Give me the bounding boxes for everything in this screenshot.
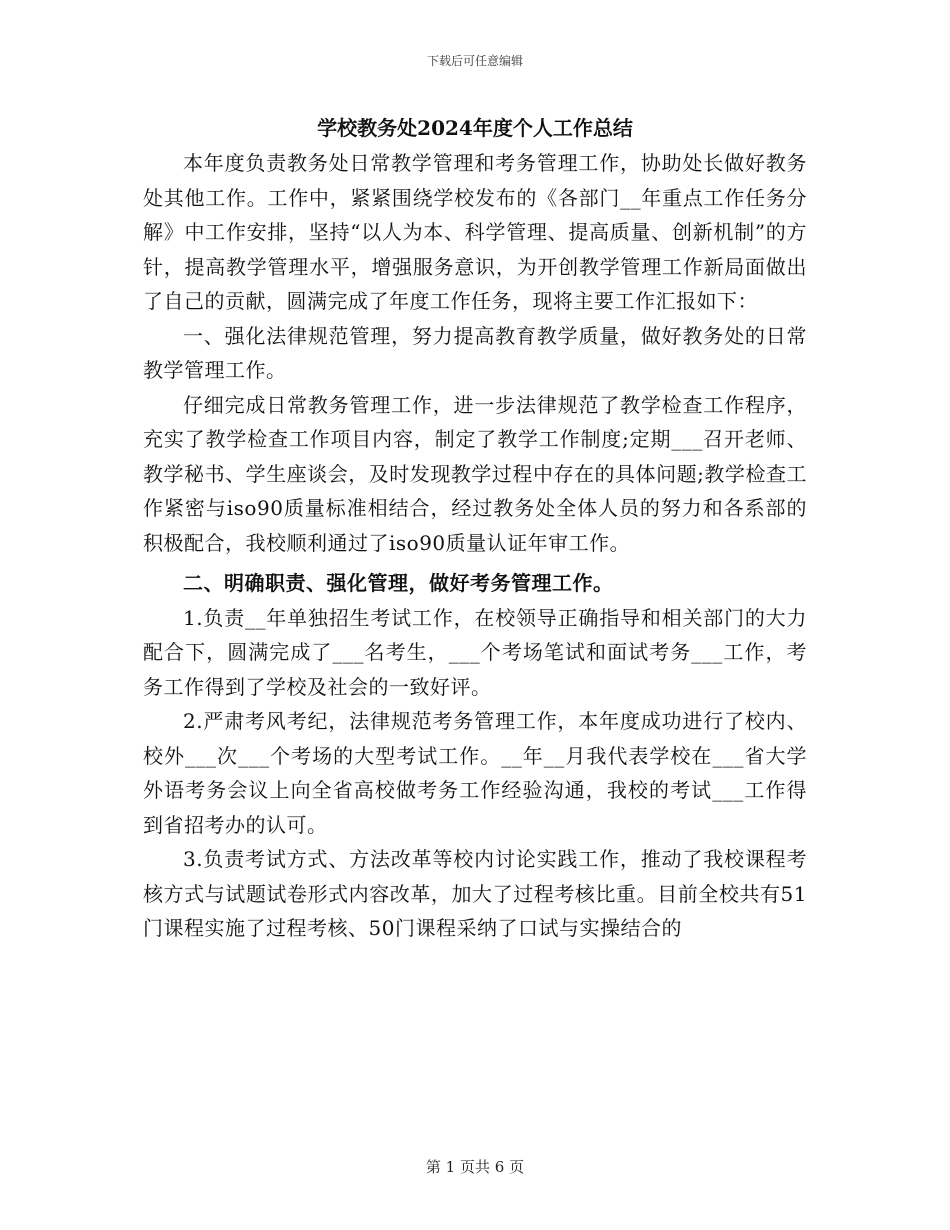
paragraph-item-3: 3.负责考试方式、方法改革等校内讨论实践工作，推动了我校课程考核方式与试题试卷形式内容改革，加大了过程考核比重。目前全校共有51门课程实施了过程考核、50门课程采纳了口试与实操结合的 <box>143 847 807 940</box>
paragraph-section-1-heading: 一、强化法律规范管理，努力提高教育教学质量，做好教务处的日常教学管理工作。 <box>143 323 807 382</box>
paragraph-intro: 本年度负责教务处日常教学管理和考务管理工作，协助处长做好教务处其他工作。工作中，紧紧围绕学校发布的《各部门__年重点工作任务分解》中工作安排，坚持“以人为本、科学管理、提高质量、创新机制”的方针，提高教学管理水平，增强服务意识，为开创教学管理工作新局面做出了自己的贡献，圆满完成了年度工作任务，现将主要工作汇报如下： <box>143 151 807 313</box>
page-header-note: 下载后可任意编辑 <box>426 54 523 68</box>
paragraph-section-2-heading: 二、明确职责、强化管理，做好考务管理工作。 <box>183 571 614 595</box>
paragraph-section-1-body: 仔细完成日常教务管理工作，进一步法律规范了教学检查工作程序，充实了教学检查工作项目内容，制定了教学工作制度;定期___召开老师、教学秘书、学生座谈会，及时发现教学过程中存在的具体问题;教学检查工作紧密与iso90质量标准相结合，经过教务处全体人员的努力和各系部的积极配合，我校顺利通过了iso90质量认证年审工作。 <box>143 392 807 555</box>
paragraph-item-1: 1.负责__年单独招生考试工作，在校领导正确指导和相关部门的大力配合下，圆满完成了___名考生，___个考场笔试和面试考务___工作，考务工作得到了学校及社会的一致好评。 <box>143 605 807 699</box>
document-body <box>143 146 807 946</box>
document-title: 学校教务处2024年度个人工作总结 <box>317 116 633 140</box>
paragraph-item-2: 2.严肃考风考纪，法律规范考务管理工作，本年度成功进行了校内、校外___次___个考场的大型考试工作。__年__月我代表学校在___省大学外语考务会议上向全省高校做考务工作经验沟通，我校的考试___工作得到省招考办的认可。 <box>143 709 807 837</box>
page-number: 第 1 页共 6 页 <box>425 1158 525 1176</box>
